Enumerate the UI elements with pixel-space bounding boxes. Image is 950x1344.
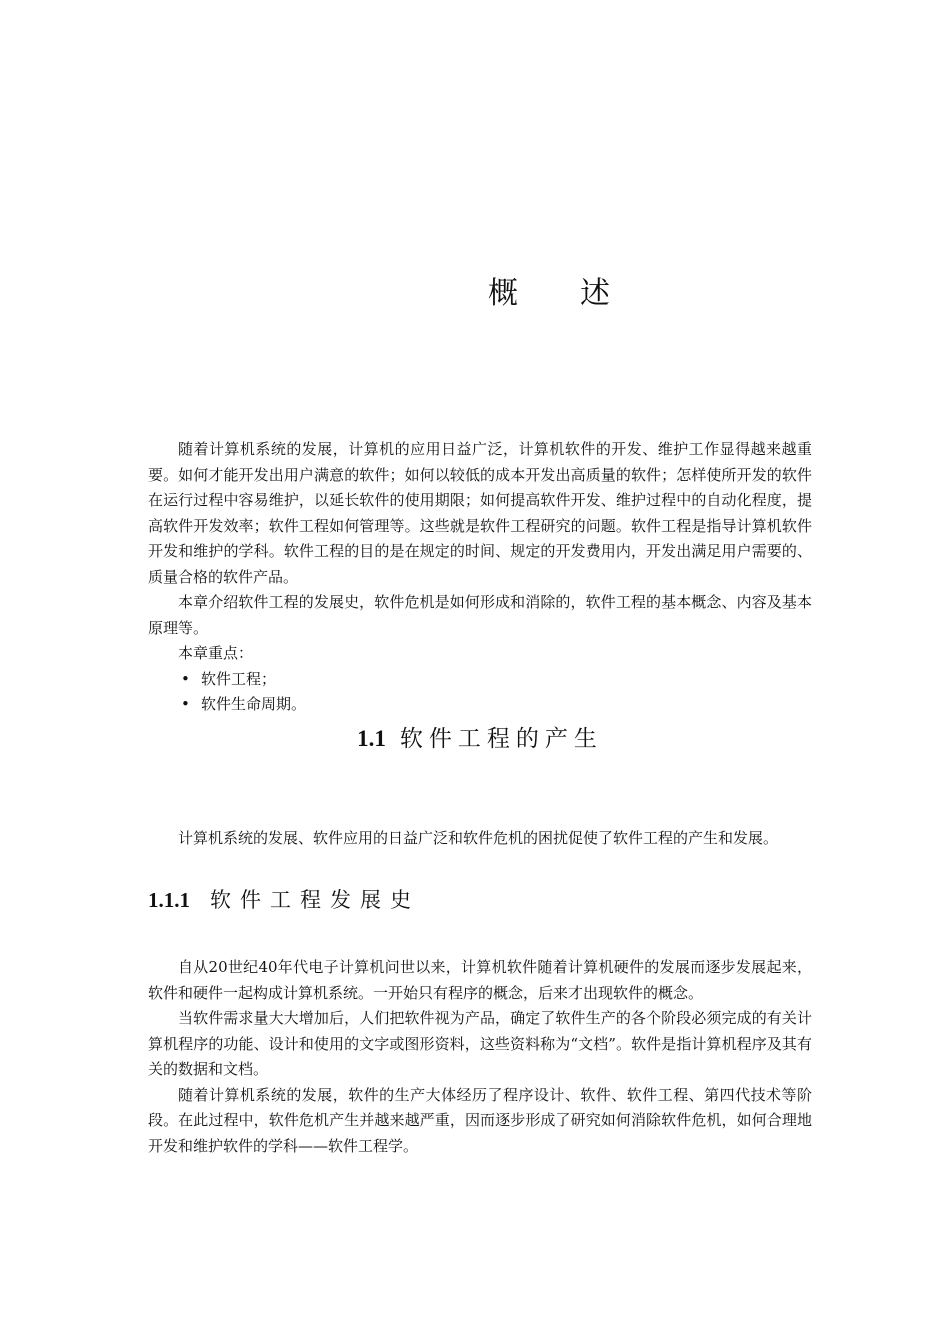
key-points-list <box>148 667 812 718</box>
intro-paragraph: 本章介绍软件工程的发展史，软件危机是如何形成和消除的，软件工程的基本概念、内容及基本原理等。 <box>148 593 812 637</box>
list-item <box>148 667 812 693</box>
subsection-body <box>148 955 812 1159</box>
section-paragraph: 计算机系统的发展、软件应用的日益广泛和软件危机的困扰促使了软件工程的产生和发展。 <box>178 829 779 847</box>
key-points-label: 本章重点： <box>178 644 254 662</box>
bullet-icon: • <box>181 669 190 688</box>
subsection-paragraph: 自从20世纪40年代电子计算机问世以来，计算机软件随着计算机硬件的发展而逐步发展起来，软件和硬件一起构成计算机系统。一开始只有程序的概念，后来才出现软件的概念。 <box>148 958 812 1002</box>
intro-paragraph: 随着计算机系统的发展，计算机的应用日益广泛，计算机软件的开发、维护工作显得越来越重要。如何才能开发出用户满意的软件；如何以较低的成本开发出高质量的软件；怎样使所开发的软件在运行过程中容易维护，以延长软件的使用期限；如何提高软件开发、维护过程中的自动化程度，提高软件开发效率；软件工程如何管理等。这些就是软件工程研究的问题。软件工程是指导计算机软件开发和维护的学科。软件工程的目的是在规定的时间、规定的开发费用内，开发出满足用户需要的、质量合格的软件产品。 <box>148 440 812 586</box>
section-title: 软件工程的产生 <box>399 726 603 752</box>
list-item <box>148 692 812 718</box>
chapter-title-char-2: 述 <box>580 276 612 311</box>
chapter-title <box>0 268 950 312</box>
section-heading <box>148 720 812 753</box>
list-item-text: 软件工程； <box>201 669 277 688</box>
section-body <box>148 826 812 852</box>
subsection-paragraph: 随着计算机系统的发展，软件的生产大体经历了程序设计、软件、软件工程、第四代技术等阶段。在此过程中，软件危机产生并越来越严重，因而逐步形成了研究如何消除软件危机，如何合理地开发和维护软件的学科——软件工程学。 <box>148 1085 812 1155</box>
subsection-title: 软件工程发展史 <box>210 888 420 912</box>
intro-block <box>148 437 812 718</box>
subsection-paragraph: 当软件需求量大大增加后，人们把软件视为产品，确定了软件生产的各个阶段必须完成的有关计算机程序的功能、设计和使用的文字或图形资料，这些资料称为“文档”。软件是指计算机程序及其有关的数据和文档。 <box>148 1009 812 1078</box>
list-item-text: 软件生命周期。 <box>201 695 307 713</box>
section-number: 1.1 <box>357 726 386 751</box>
chapter-title-char-1: 概 <box>488 276 520 311</box>
bullet-icon: • <box>181 695 190 713</box>
subsection-number: 1.1.1 <box>148 888 190 912</box>
subsection-heading <box>148 884 420 914</box>
